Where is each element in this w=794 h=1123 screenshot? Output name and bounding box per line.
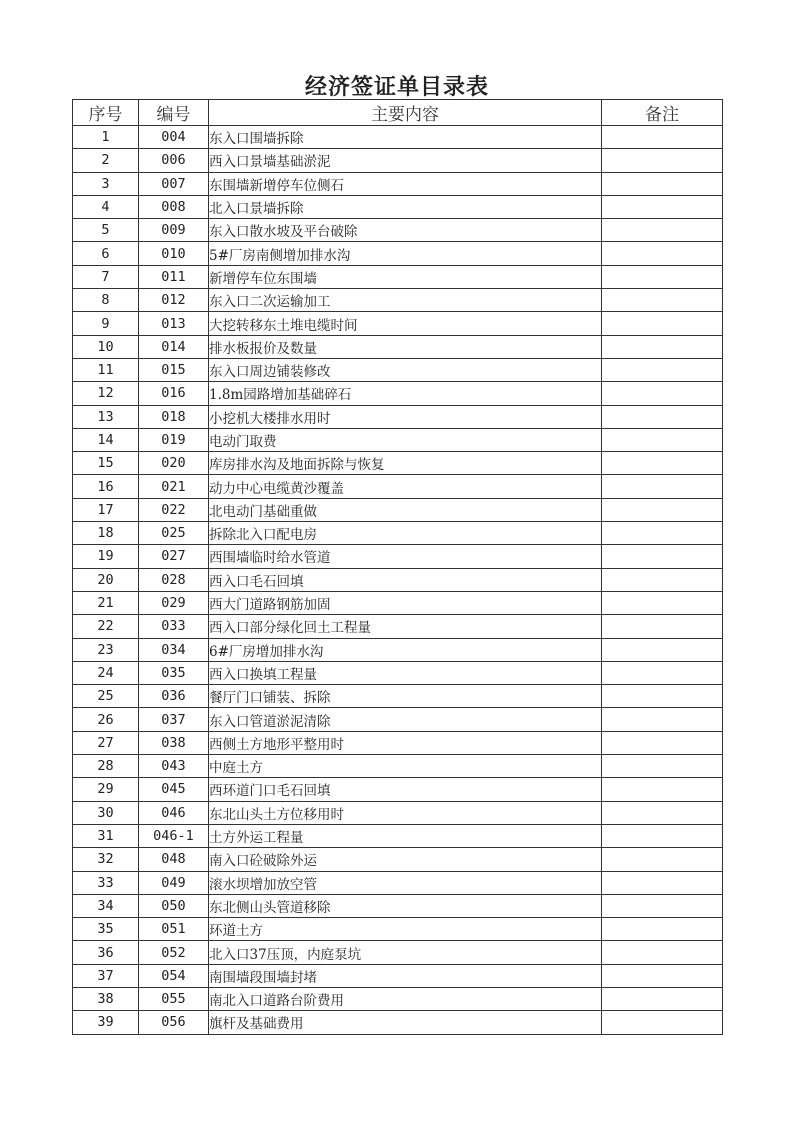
cell-remark bbox=[602, 801, 723, 824]
table-row bbox=[73, 172, 723, 195]
cell-code: 055 bbox=[139, 987, 209, 1010]
cell-remark bbox=[602, 755, 723, 778]
cell-content: 餐厅门口铺装、拆除 bbox=[209, 685, 602, 708]
table-row bbox=[73, 801, 723, 824]
cell-seq: 19 bbox=[73, 545, 139, 568]
cell-seq: 4 bbox=[73, 195, 139, 218]
cell-code: 006 bbox=[139, 149, 209, 172]
cell-remark bbox=[602, 731, 723, 754]
cell-content: 西围墙临时给水管道 bbox=[209, 545, 602, 568]
cell-seq: 10 bbox=[73, 335, 139, 358]
cell-remark bbox=[602, 987, 723, 1010]
cell-seq: 35 bbox=[73, 918, 139, 941]
cell-content: 西入口换填工程量 bbox=[209, 661, 602, 684]
cell-remark bbox=[602, 265, 723, 288]
cell-seq: 8 bbox=[73, 289, 139, 312]
cell-code: 021 bbox=[139, 475, 209, 498]
table-row bbox=[73, 778, 723, 801]
cell-remark bbox=[602, 685, 723, 708]
cell-seq: 34 bbox=[73, 894, 139, 917]
cell-remark bbox=[602, 522, 723, 545]
table-row bbox=[73, 312, 723, 335]
cell-seq: 36 bbox=[73, 941, 139, 964]
cell-content: 西环道门口毛石回填 bbox=[209, 778, 602, 801]
cell-content: 南围墙段围墙封堵 bbox=[209, 964, 602, 987]
cell-content: 东北山头土方位移用时 bbox=[209, 801, 602, 824]
table-row bbox=[73, 661, 723, 684]
cell-remark bbox=[602, 126, 723, 149]
cell-content: 南入口砼破除外运 bbox=[209, 848, 602, 871]
table-row bbox=[73, 615, 723, 638]
cell-code: 054 bbox=[139, 964, 209, 987]
table-row bbox=[73, 219, 723, 242]
cell-remark bbox=[602, 289, 723, 312]
cell-content: 西大门道路钢筋加固 bbox=[209, 591, 602, 614]
cell-content: 6#厂房增加排水沟 bbox=[209, 638, 602, 661]
cell-remark bbox=[602, 661, 723, 684]
page-title: 经济签证单目录表 bbox=[304, 74, 489, 100]
cell-content: 1.8m园路增加基础碎石 bbox=[209, 382, 602, 405]
cell-content: 西入口毛石回填 bbox=[209, 568, 602, 591]
cell-content: 环道土方 bbox=[209, 918, 602, 941]
cell-code: 011 bbox=[139, 265, 209, 288]
cell-code: 010 bbox=[139, 242, 209, 265]
table-row bbox=[73, 755, 723, 778]
table-row bbox=[73, 335, 723, 358]
cell-code: 056 bbox=[139, 1011, 209, 1034]
cell-code: 043 bbox=[139, 755, 209, 778]
table-row bbox=[73, 685, 723, 708]
cell-code: 014 bbox=[139, 335, 209, 358]
table-row bbox=[73, 638, 723, 661]
table-row bbox=[73, 1011, 723, 1034]
table-row bbox=[73, 289, 723, 312]
cell-remark bbox=[602, 918, 723, 941]
cell-remark bbox=[602, 848, 723, 871]
table-row bbox=[73, 149, 723, 172]
cell-seq: 29 bbox=[73, 778, 139, 801]
cell-code: 046-1 bbox=[139, 824, 209, 847]
cell-seq: 9 bbox=[73, 312, 139, 335]
table-row bbox=[73, 591, 723, 614]
cell-code: 038 bbox=[139, 731, 209, 754]
cell-content: 拆除北入口配电房 bbox=[209, 522, 602, 545]
cell-seq: 11 bbox=[73, 358, 139, 381]
cell-seq: 18 bbox=[73, 522, 139, 545]
table-row bbox=[73, 428, 723, 451]
cell-seq: 23 bbox=[73, 638, 139, 661]
cell-content: 排水板报价及数量 bbox=[209, 335, 602, 358]
cell-seq: 15 bbox=[73, 452, 139, 475]
cell-remark bbox=[602, 219, 723, 242]
cell-remark bbox=[602, 242, 723, 265]
table-row bbox=[73, 545, 723, 568]
cell-code: 012 bbox=[139, 289, 209, 312]
cell-code: 049 bbox=[139, 871, 209, 894]
cell-remark bbox=[602, 452, 723, 475]
cell-code: 027 bbox=[139, 545, 209, 568]
cell-content: 北入口景墙拆除 bbox=[209, 195, 602, 218]
cell-code: 022 bbox=[139, 498, 209, 521]
cell-remark bbox=[602, 591, 723, 614]
table-row bbox=[73, 708, 723, 731]
cell-seq: 13 bbox=[73, 405, 139, 428]
table-row bbox=[73, 731, 723, 754]
cell-remark bbox=[602, 358, 723, 381]
header-seq: 序号 bbox=[73, 100, 139, 126]
cell-remark bbox=[602, 428, 723, 451]
cell-remark bbox=[602, 894, 723, 917]
cell-remark bbox=[602, 568, 723, 591]
visa-catalog-table bbox=[72, 99, 723, 1035]
cell-seq: 20 bbox=[73, 568, 139, 591]
cell-code: 037 bbox=[139, 708, 209, 731]
table-row bbox=[73, 871, 723, 894]
cell-remark bbox=[602, 498, 723, 521]
cell-seq: 3 bbox=[73, 172, 139, 195]
cell-seq: 31 bbox=[73, 824, 139, 847]
cell-seq: 26 bbox=[73, 708, 139, 731]
cell-content: 动力中心电缆黄沙覆盖 bbox=[209, 475, 602, 498]
cell-seq: 28 bbox=[73, 755, 139, 778]
cell-content: 东北侧山头管道移除 bbox=[209, 894, 602, 917]
cell-content: 小挖机大楼排水用时 bbox=[209, 405, 602, 428]
cell-code: 050 bbox=[139, 894, 209, 917]
cell-code: 020 bbox=[139, 452, 209, 475]
cell-content: 北电动门基础重做 bbox=[209, 498, 602, 521]
cell-content: 旗杆及基础费用 bbox=[209, 1011, 602, 1034]
table-row bbox=[73, 941, 723, 964]
cell-code: 008 bbox=[139, 195, 209, 218]
header-remark: 备注 bbox=[602, 100, 723, 126]
cell-content: 中庭土方 bbox=[209, 755, 602, 778]
cell-seq: 22 bbox=[73, 615, 139, 638]
cell-content: 东入口周边铺装修改 bbox=[209, 358, 602, 381]
cell-seq: 6 bbox=[73, 242, 139, 265]
cell-code: 033 bbox=[139, 615, 209, 638]
cell-code: 018 bbox=[139, 405, 209, 428]
cell-remark bbox=[602, 941, 723, 964]
cell-seq: 32 bbox=[73, 848, 139, 871]
cell-seq: 5 bbox=[73, 219, 139, 242]
table-row bbox=[73, 824, 723, 847]
cell-seq: 25 bbox=[73, 685, 139, 708]
cell-content: 北入口37压顶，内庭泵坑 bbox=[209, 941, 602, 964]
table-row bbox=[73, 964, 723, 987]
table-row bbox=[73, 475, 723, 498]
table-header-row bbox=[73, 100, 723, 126]
table-row bbox=[73, 498, 723, 521]
table-row bbox=[73, 522, 723, 545]
cell-code: 029 bbox=[139, 591, 209, 614]
cell-code: 015 bbox=[139, 358, 209, 381]
table-row bbox=[73, 918, 723, 941]
cell-content: 东入口管道淤泥清除 bbox=[209, 708, 602, 731]
cell-seq: 12 bbox=[73, 382, 139, 405]
cell-code: 051 bbox=[139, 918, 209, 941]
cell-seq: 21 bbox=[73, 591, 139, 614]
cell-seq: 7 bbox=[73, 265, 139, 288]
cell-remark bbox=[602, 778, 723, 801]
table-row bbox=[73, 452, 723, 475]
cell-code: 045 bbox=[139, 778, 209, 801]
cell-code: 052 bbox=[139, 941, 209, 964]
cell-content: 东入口二次运输加工 bbox=[209, 289, 602, 312]
cell-code: 019 bbox=[139, 428, 209, 451]
table-row bbox=[73, 265, 723, 288]
table-row bbox=[73, 848, 723, 871]
cell-remark bbox=[602, 615, 723, 638]
cell-code: 004 bbox=[139, 126, 209, 149]
cell-remark bbox=[602, 335, 723, 358]
cell-seq: 37 bbox=[73, 964, 139, 987]
cell-seq: 24 bbox=[73, 661, 139, 684]
cell-seq: 30 bbox=[73, 801, 139, 824]
cell-content: 5#厂房南侧增加排水沟 bbox=[209, 242, 602, 265]
cell-remark bbox=[602, 172, 723, 195]
cell-content: 土方外运工程量 bbox=[209, 824, 602, 847]
cell-content: 西侧土方地形平整用时 bbox=[209, 731, 602, 754]
table-row bbox=[73, 894, 723, 917]
cell-content: 东围墙新增停车位侧石 bbox=[209, 172, 602, 195]
cell-remark bbox=[602, 708, 723, 731]
cell-remark bbox=[602, 1011, 723, 1034]
cell-remark bbox=[602, 405, 723, 428]
table-row bbox=[73, 242, 723, 265]
cell-remark bbox=[602, 824, 723, 847]
cell-code: 013 bbox=[139, 312, 209, 335]
table-row bbox=[73, 195, 723, 218]
cell-remark bbox=[602, 149, 723, 172]
table-row bbox=[73, 126, 723, 149]
cell-seq: 39 bbox=[73, 1011, 139, 1034]
cell-remark bbox=[602, 871, 723, 894]
cell-remark bbox=[602, 382, 723, 405]
cell-content: 新增停车位东围墙 bbox=[209, 265, 602, 288]
cell-content: 南北入口道路台阶费用 bbox=[209, 987, 602, 1010]
cell-remark bbox=[602, 638, 723, 661]
cell-seq: 16 bbox=[73, 475, 139, 498]
cell-content: 东入口围墙拆除 bbox=[209, 126, 602, 149]
table-body bbox=[73, 126, 723, 1035]
cell-content: 大挖转移东土堆电缆时间 bbox=[209, 312, 602, 335]
table-row bbox=[73, 405, 723, 428]
cell-seq: 33 bbox=[73, 871, 139, 894]
cell-code: 034 bbox=[139, 638, 209, 661]
table-row bbox=[73, 358, 723, 381]
cell-code: 016 bbox=[139, 382, 209, 405]
table-row bbox=[73, 987, 723, 1010]
cell-remark bbox=[602, 195, 723, 218]
table-row bbox=[73, 382, 723, 405]
cell-code: 048 bbox=[139, 848, 209, 871]
cell-code: 025 bbox=[139, 522, 209, 545]
cell-content: 西入口部分绿化回土工程量 bbox=[209, 615, 602, 638]
cell-seq: 14 bbox=[73, 428, 139, 451]
cell-code: 028 bbox=[139, 568, 209, 591]
header-content: 主要内容 bbox=[209, 100, 602, 126]
cell-code: 007 bbox=[139, 172, 209, 195]
cell-content: 滚水坝增加放空管 bbox=[209, 871, 602, 894]
cell-content: 电动门取费 bbox=[209, 428, 602, 451]
cell-content: 西入口景墙基础淤泥 bbox=[209, 149, 602, 172]
cell-seq: 38 bbox=[73, 987, 139, 1010]
cell-remark bbox=[602, 964, 723, 987]
cell-code: 009 bbox=[139, 219, 209, 242]
cell-content: 库房排水沟及地面拆除与恢复 bbox=[209, 452, 602, 475]
cell-remark bbox=[602, 312, 723, 335]
table-row bbox=[73, 568, 723, 591]
header-code: 编号 bbox=[139, 100, 209, 126]
cell-code: 035 bbox=[139, 661, 209, 684]
cell-remark bbox=[602, 475, 723, 498]
cell-seq: 2 bbox=[73, 149, 139, 172]
cell-code: 036 bbox=[139, 685, 209, 708]
cell-seq: 27 bbox=[73, 731, 139, 754]
cell-seq: 17 bbox=[73, 498, 139, 521]
cell-content: 东入口散水坡及平台破除 bbox=[209, 219, 602, 242]
cell-code: 046 bbox=[139, 801, 209, 824]
cell-remark bbox=[602, 545, 723, 568]
cell-seq: 1 bbox=[73, 126, 139, 149]
